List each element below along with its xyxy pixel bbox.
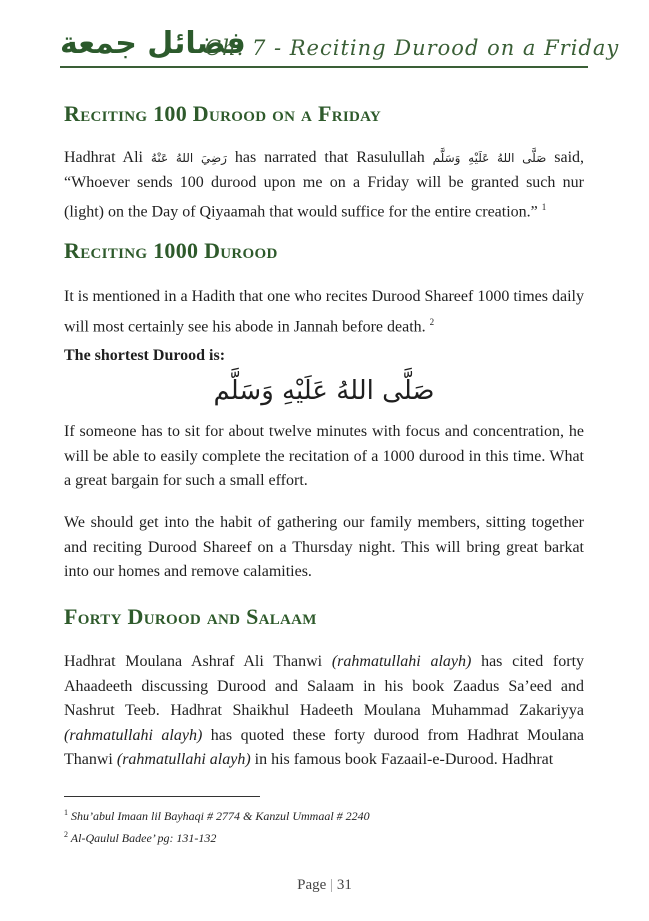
text: in his famous book Fazaail-e-Durood. Hadhrat xyxy=(254,751,554,768)
page-separator: | xyxy=(330,877,334,893)
page-number: 31 xyxy=(336,877,352,893)
section-2-paragraph-3: We should get into the habit of gathering our family members, sitting together and reciting Durood Shareef on a Thursday night. This will bring great barkat into our homes and remove calamities. xyxy=(64,514,584,580)
honorific-text: رَضِيَ اللهُ عَنْهُ xyxy=(150,151,227,165)
text: has narrated that Rasulullah xyxy=(234,149,425,166)
footnote-reference: 2 xyxy=(429,316,435,327)
shortest-durood-label: The shortest Durood is: xyxy=(64,347,226,364)
text: It is mentioned in a Hadith that one who recites Durood Shareef 1000 times daily will most certainly see his abode in Jannah before death. xyxy=(64,288,584,335)
section-1-paragraph xyxy=(64,146,584,225)
arabic-durood-text: صَلَّى اللهُ عَلَيْهِ وَسَلَّم xyxy=(213,376,435,406)
section-3-paragraph xyxy=(64,650,584,773)
italic-text: (rahmatullahi alayh) xyxy=(331,653,472,670)
section-2-heading-block xyxy=(64,238,584,264)
page-number-footer xyxy=(0,877,649,894)
footnote-reference: 1 xyxy=(541,202,547,212)
section-2-paragraph-1 xyxy=(64,285,584,339)
text: has cited forty Ahaadeeth discussing Durood and Salaam in his book Zaadus Sa’eed and Nashrut Teeb. Hadhrat Shaikhul Hadeeth Moulana Muhammad Zakariyya xyxy=(64,653,585,719)
italic-text: (rahmatullahi alayh) xyxy=(64,726,203,744)
footnote-text: Al-Qaulul Badee’ pg: 131-132 xyxy=(70,831,217,845)
footnote-number: 2 xyxy=(64,830,68,839)
section-1-heading-block xyxy=(64,101,584,127)
header-rule xyxy=(60,66,588,68)
text: has quoted these forty durood from Hadhrat Moulana Thanwi xyxy=(64,726,585,768)
italic-text: (rahmatullahi alayh) xyxy=(116,751,251,768)
footnote-number: 1 xyxy=(64,808,68,817)
footnote xyxy=(64,808,370,824)
running-header xyxy=(60,22,620,70)
header-arabic-title: فضائل جمعة xyxy=(60,26,246,61)
text: Hadhrat Moulana Ashraf Ali Thanwi xyxy=(64,653,323,670)
footnote xyxy=(64,830,216,846)
section-heading: Reciting 1000 Durood xyxy=(64,238,278,263)
text: said, “Whoever sends 100 durood upon me on a Friday will be granted such nur (light) on the Day of Qiyaamah that would suffice for the entire creation.” xyxy=(64,149,585,221)
section-2-paragraph-2: If someone has to sit for about twelve minutes with focus and concentration, he will be able to easily complete the recitation of a 1000 durood in this time. What a great bargain for such a small effort. xyxy=(64,423,584,489)
section-3-heading-block xyxy=(64,604,584,630)
page-label: Page xyxy=(297,877,327,893)
honorific-text: صَلَّى اللهُ عَلَيْهِ وَسَلَّم xyxy=(432,151,547,165)
footnote-rule xyxy=(64,796,260,797)
section-heading: Forty Durood and Salaam xyxy=(64,604,317,629)
section-heading: Reciting 100 Durood on a Friday xyxy=(64,101,381,126)
header-chapter-title: Ch. 7 - Reciting Durood on a Friday xyxy=(205,36,620,60)
text: Hadhrat Ali xyxy=(64,149,143,166)
footnote-text: Shu’abul Imaan lil Bayhaqi # 2774 & Kanzul Ummaal # 2240 xyxy=(71,809,370,823)
